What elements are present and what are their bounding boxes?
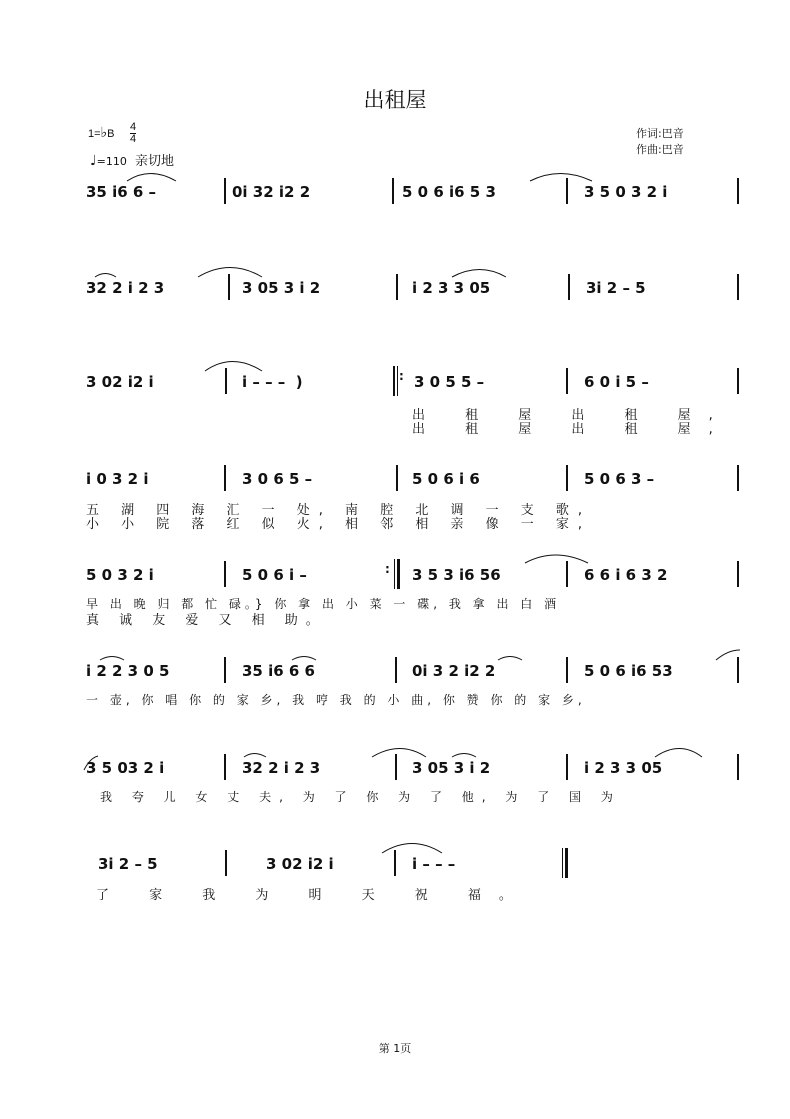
- measure-19: 3 5 3 i6 56: [412, 566, 501, 584]
- measure-16: 5 0 6 3 –: [584, 470, 655, 488]
- measure-17: 5 0 3 2 i: [86, 566, 154, 584]
- measure-1: 35 i6 6 –: [86, 183, 157, 201]
- measure-28: i 2 3 3 05: [584, 759, 663, 777]
- measure-11: 3 0 5 5 –: [414, 373, 485, 391]
- measure-2: 0i 32 i2 2: [232, 183, 311, 201]
- composer: 作曲:巴音: [636, 143, 684, 156]
- tempo-value: =110: [96, 155, 127, 168]
- expression-mark: 亲切地: [134, 154, 174, 169]
- repeat-dots-end: :: [385, 562, 390, 576]
- measure-13: i 0 3 2 i: [86, 470, 149, 488]
- meter-bottom: 4: [130, 133, 137, 145]
- measure-15: 5 0 6 i 6: [412, 470, 480, 488]
- lyric-verse-1: 出 租 屋 出 租 屋,: [412, 408, 731, 423]
- lyric-verse-2: 小 小 院 落 红 似 火, 相 邻 相 亲 像 一 家,: [86, 517, 591, 532]
- measure-27: 3 05 3 i 2: [412, 759, 491, 777]
- quarter-note-icon: ♩: [90, 153, 97, 169]
- meter-top: 4: [130, 121, 137, 133]
- flat-sign: ♭: [100, 124, 108, 140]
- measure-29: 3i 2 – 5: [98, 855, 158, 873]
- lyric-verse-1: 五 湖 四 海 汇 一 处, 南 腔 北 调 一 支 歌,: [86, 503, 591, 518]
- measure-6: 3 05 3 i 2: [242, 279, 321, 297]
- measure-5: 32 2 i 2 3: [86, 279, 165, 297]
- lyric-verse-2: 真 诚 友 爱 又 相 助。: [86, 613, 327, 628]
- measure-10: i – – – ): [242, 373, 303, 391]
- lyric-verse-2: 出 租 屋 出 租 屋,: [412, 422, 731, 437]
- measure-30: 3 02 i2 i: [266, 855, 334, 873]
- repeat-dots: :: [399, 369, 404, 383]
- lyric-verse-1: 我 夸 儿 女 丈 夫, 为 了 你 为 了 他, 为 了 国 为: [100, 790, 621, 804]
- lyric-verse-1: 了 家 我 为 明 天 祝 福。: [96, 888, 530, 903]
- key-prefix: 1=: [88, 128, 101, 140]
- measure-22: 35 i6 6 6: [242, 662, 315, 680]
- lyric-verse-1: 一 壶, 你 唱 你 的 家 乡, 我 哼 我 的 小 曲, 你 赞 你 的 家 乡,: [86, 693, 586, 707]
- measure-12: 6 0 i 5 –: [584, 373, 649, 391]
- lyricist: 作词:巴音: [636, 127, 684, 140]
- measure-20: 6 6 i 6 3 2: [584, 566, 668, 584]
- song-title: 出租屋: [363, 88, 427, 112]
- measure-31: i – – –: [412, 855, 456, 873]
- measure-26: 32 2 i 2 3: [242, 759, 321, 777]
- measure-8: 3i 2 – 5: [586, 279, 646, 297]
- measure-4: 3 5 0 3 2 i: [584, 183, 668, 201]
- measure-3: 5 0 6 i6 5 3: [402, 183, 496, 201]
- lyric-verse-1: 早 出 晚 归 都 忙 碌。} 你 拿 出 小 菜 一 碟, 我 拿 出 白 酒: [86, 597, 561, 611]
- measure-7: i 2 3 3 05: [412, 279, 491, 297]
- measure-9: 3 02 i2 i: [86, 373, 154, 391]
- measure-18: 5 0 6 i –: [242, 566, 307, 584]
- measure-25: 3 5 03 2 i: [86, 759, 165, 777]
- key-note: B: [107, 128, 115, 140]
- measure-23: 0i 3 2 i2 2: [412, 662, 496, 680]
- measure-14: 3 0 6 5 –: [242, 470, 313, 488]
- page-footer: 第 1页: [378, 1042, 412, 1055]
- measure-24: 5 0 6 i6 53: [584, 662, 673, 680]
- measure-21: i 2 2 3 0 5: [86, 662, 170, 680]
